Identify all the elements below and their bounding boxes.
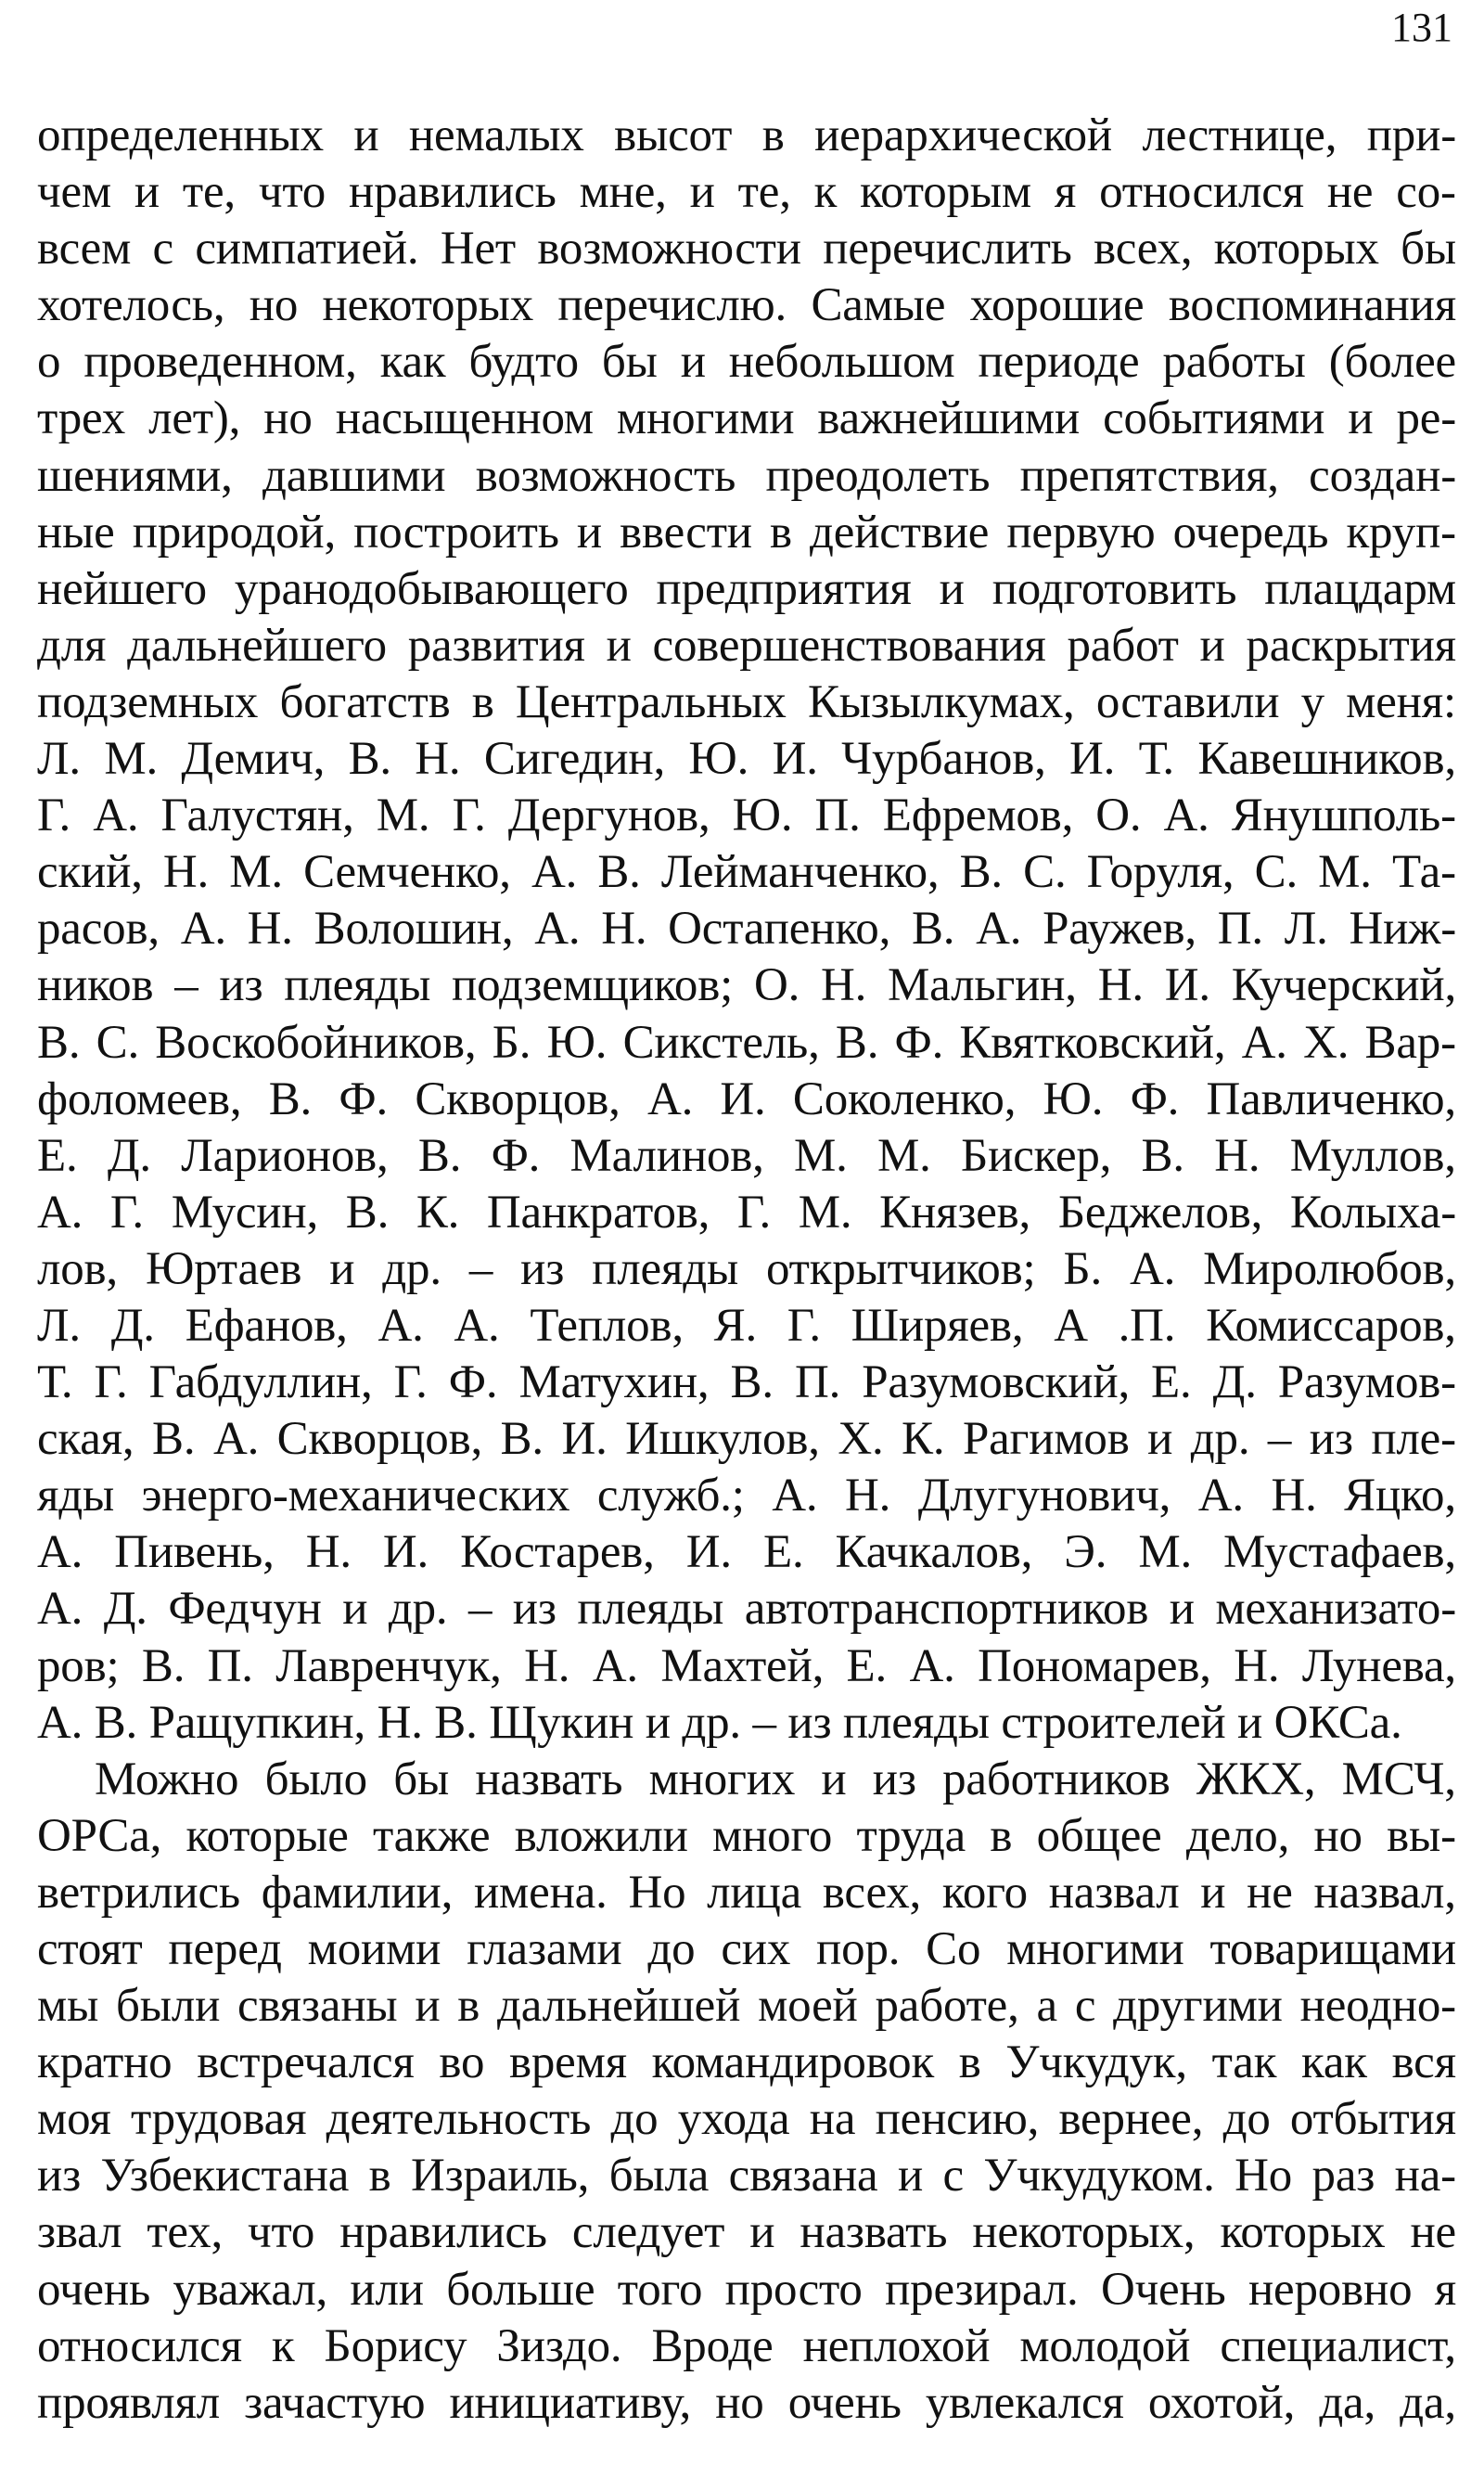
text-line: ветрились фамилии, имена. Но лица всех, кого назвал и не назвал, (37, 1866, 1456, 1919)
text-line: подземных богатств в Центральных Кызылкумах, оставили у меня: (37, 675, 1456, 728)
text-line: ский, Н. М. Семченко, А. В. Лейманченко, В. С. Горуля, С. М. Та- (37, 846, 1456, 899)
text-line: относился к Борису Зиздо. Вроде неплохой молодой специалист, (37, 2319, 1456, 2372)
text-line: стоят перед моими глазами до сих пор. Со многими товарищами (37, 1923, 1456, 1975)
text-line: ников – из плеяды подземщиков; О. Н. Мальгин, Н. И. Кучерский, (37, 959, 1456, 1012)
text-line: Можно было бы назвать многих и из работников ЖКХ, МСЧ, (95, 1753, 1456, 1805)
text-line: А. Г. Мусин, В. К. Панкратов, Г. М. Князев, Беджелов, Колыха- (37, 1186, 1456, 1239)
text-line: А. Пивень, Н. И. Костарев, И. Е. Качкалов, Э. М. Мустафаев, (37, 1526, 1456, 1579)
text-line: нейшего уранодобывающего предприятия и подготовить плацдарм (37, 562, 1456, 615)
text-line: ные природой, построить и ввести в действие первую очередь круп- (37, 506, 1456, 559)
text-line: лов, Юртаев и др. – из плеяды открытчиков; Б. А. Миролюбов, (37, 1242, 1456, 1295)
text-line: А. Д. Федчун и др. – из плеяды автотранспортников и механизато- (37, 1583, 1456, 1636)
paragraph (37, 108, 1456, 1752)
text-line: мы были связаны и в дальнейшей моей работе, а с другими неодно- (37, 1980, 1456, 2033)
text-line: Л. Д. Ефанов, А. А. Теплов, Я. Г. Ширяев, А .П. Комиссаров, (37, 1299, 1456, 1352)
text-line: ров; В. П. Лавренчук, Н. А. Махтей, Е. А. Пономарев, Н. Лунева, (37, 1639, 1456, 1692)
body-text (37, 108, 1456, 2432)
text-line: кратно встречался во время командировок в Учкудук, так как вся (37, 2036, 1456, 2089)
text-line: фоломеев, В. Ф. Скворцов, А. И. Соколенко, Ю. Ф. Павличенко, (37, 1072, 1456, 1125)
text-line: определенных и немалых высот в иерархической лестнице, при- (37, 109, 1456, 161)
text-line: для дальнейшего развития и совершенствования работ и раскрытия (37, 619, 1456, 672)
text-line: хотелось, но некоторых перечислю. Самые хорошие воспоминания (37, 279, 1456, 332)
text-line: Л. М. Демич, В. Н. Сигедин, Ю. И. Чурбанов, И. Т. Кавешников, (37, 733, 1456, 786)
paragraph (37, 1752, 1456, 2432)
text-line: яды энерго-механических служб.; А. Н. Длугунович, А. Н. Яцко, (37, 1470, 1456, 1522)
text-line: проявлял зачастую инициативу, но очень увлекался охотой, да, да, (37, 2376, 1456, 2429)
text-line: шениями, давшими возможность преодолеть препятствия, создан- (37, 449, 1456, 502)
text-line: Е. Д. Ларионов, В. Ф. Малинов, М. М. Бискер, В. Н. Муллов, (37, 1129, 1456, 1182)
text-line: расов, А. Н. Волошин, А. Н. Остапенко, В. А. Раужев, П. Л. Ниж- (37, 903, 1456, 956)
text-line: ОРСа, которые также вложили много труда в общее дело, но вы- (37, 1809, 1456, 1862)
text-line: звал тех, что нравились следует и назвать некоторых, которых не (37, 2206, 1456, 2259)
text-line: Т. Г. Габдуллин, Г. Ф. Матухин, В. П. Разумовский, Е. Д. Разумов- (37, 1356, 1456, 1409)
text-line: всем с симпатией. Нет возможности перечислить всех, которых бы (37, 223, 1456, 276)
text-line: очень уважал, или больше того просто презирал. Очень неровно я (37, 2263, 1456, 2316)
text-line: моя трудовая деятельность до ухода на пенсию, вернее, до отбытия (37, 2093, 1456, 2146)
text-line: о проведенном, как будто бы и небольшом периоде работы (более (37, 336, 1456, 389)
text-line: Г. А. Галустян, М. Г. Дергунов, Ю. П. Ефремов, О. А. Янушполь- (37, 790, 1456, 842)
text-line: ская, В. А. Скворцов, В. И. Ишкулов, Х. К. Рагимов и др. – из пле- (37, 1413, 1456, 1466)
text-line: из Узбекистана в Израиль, была связана и с Учкудуком. Но раз на- (37, 2150, 1456, 2203)
text-line: чем и те, что нравились мне, и те, к которым я относился не со- (37, 166, 1456, 219)
text-line: трех лет), но насыщенном многими важнейшими событиями и ре- (37, 392, 1456, 445)
page-number: 131 (1391, 5, 1452, 50)
text-line: В. С. Воскобойников, Б. Ю. Сикстель, В. Ф. Квятковский, А. Х. Вар- (37, 1016, 1456, 1069)
text-line: А. В. Ращупкин, Н. В. Щукин и др. – из плеяды строителей и ОКСа. (37, 1696, 1402, 1749)
